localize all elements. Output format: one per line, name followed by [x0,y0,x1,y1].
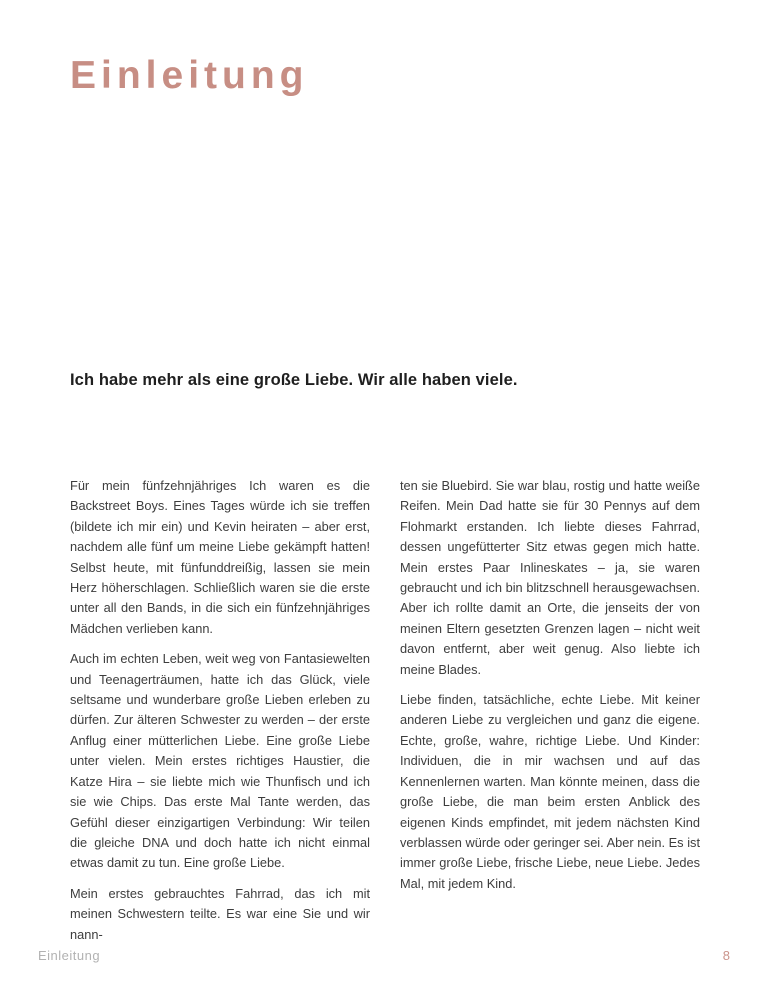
page-number: 8 [722,948,730,963]
lead-sentence: Ich habe mehr als eine große Liebe. Wir alle haben viele. [70,371,518,389]
body-paragraph: Für mein fünfzehnjähriges Ich waren es die Backstreet Boys. Eines Tages würde ich sie treffen (bildete ich mir ein) und Kevin heiraten – aber erst, nachdem alle fünf um meine Liebe gekämpft hatten! Selbst heute, mit fünfunddreißig, lassen sie mein Herz höherschlagen. Schließlich waren sie die erste unter all den Bands, in die sich ein fünfzehnjähriges Mädchen verlieben kann. [70,478,370,636]
body-paragraph: Auch im echten Leben, weit weg von Fantasiewelten und Teenagerträumen, hatte ich das Glück, viele seltsame und wunderbare große Lieben erleben zu dürfen. Zur älteren Schwester zu werden – der erste Anflug einer mütterlichen Liebe. Eine große Liebe unter vielen. Mein erstes richtiges Haustier, die Katze Hira – sie liebte mich wie Thunfisch und ich sie wie Chips. Das erste Mal Tante werden, das Gefühl dieser einzigartigen Verbindung: Wir teilen die gleiche DNA und doch hatte ich nicht einmal etwas damit zu tun. Eine große Liebe. [70,651,370,871]
text-column-left [70,476,370,944]
body-paragraph: ten sie Bluebird. Sie war blau, rostig und hatte weiße Reifen. Mein Dad hatte sie für 30 Pennys auf dem Flohmarkt erstanden. Ich liebte dieses Fahrrad, dessen ungefütterter Sitz etwas gegen mich hatte. Mein erstes Paar Inlineskates – ja, sie waren gebraucht und ich bin blitzschnell herausgewachsen. Aber ich rollte damit an Orte, die jenseits der von meinen Eltern gesetzten Grenzen lagen – nicht weit davon entfernt, aber weit genug. Also liebte ich meine Blades. [400,478,700,677]
body-paragraph: Mein erstes gebrauchtes Fahrrad, das ich mit meinen Schwestern teilte. Es war eine Sie und wir nann- [70,885,370,942]
chapter-title: Einleitung [70,54,309,97]
body-text-area [70,476,700,944]
footer-section-label: Einleitung [38,948,101,963]
text-column-right [400,476,700,944]
body-paragraph: Liebe finden, tatsächliche, echte Liebe. Mit keiner anderen Liebe zu vergleichen und ganz die eigene. Echte, große, wahre, richtige Liebe. Und Kinder: Individuen, die in mir wachsen und auf das Kennenlernen warten. Man könnte meinen, dass die große Liebe, die man beim ersten Anblick des eigenen Kinds empfindet, mit jedem nächsten Kind verblassen würde oder geringer sei. Aber nein. Es ist immer große Liebe, frische Liebe, neue Liebe. Jedes Mal, mit jedem Kind. [400,692,700,891]
page-footer [38,948,730,963]
